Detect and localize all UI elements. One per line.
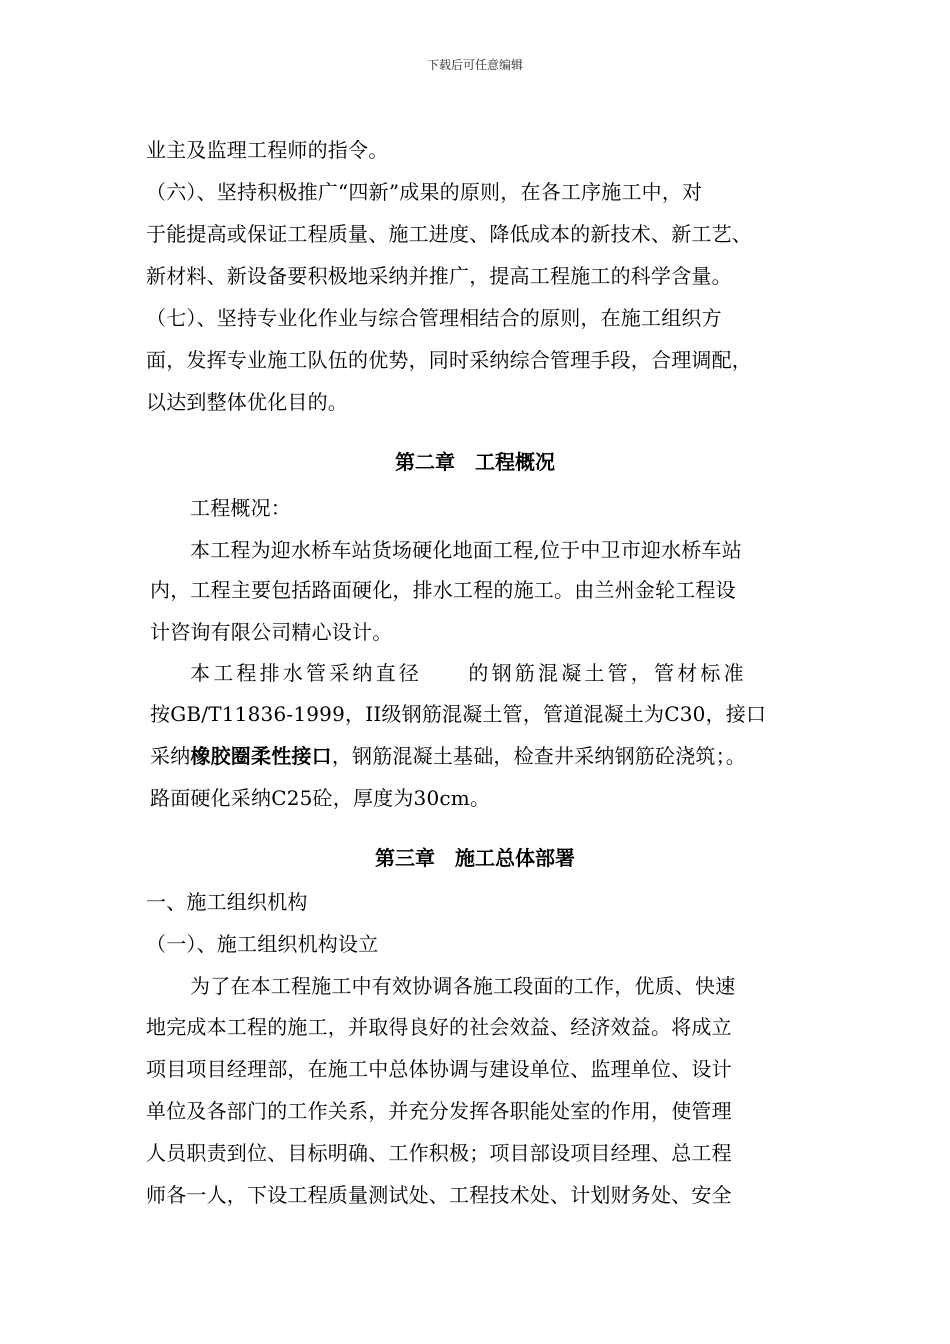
paragraph-line: 工程概况： [190,496,291,520]
page-header-note: 下载后可任意编辑 [426,58,523,72]
paragraph-line: 为了在本工程施工中有效协调各施工段面的工作，优质、快速 [190,974,736,998]
paragraph-line: 项目项目经理部，在施工中总体协调与建设单位、监理单位、设计 [146,1057,732,1081]
paragraph-line: （一）、施工组织机构设立 [146,932,379,956]
paragraph-line: 本工程为迎水桥车站货场硬化地面工程,位于中卫市迎水桥车站 [190,538,742,562]
paragraph-line [150,744,746,768]
line-text: 采纳 [150,744,191,768]
paragraph-line: 业主及监理工程师的指令。 [146,138,389,162]
paragraph-line: 路面硬化采纳C25砼，厚度为30cm。 [150,786,491,810]
chapter-heading: 第三章 施工总体部署 [375,846,575,870]
paragraph-line: 地完成本工程的施工，并取得良好的社会效益、经济效益。将成立 [146,1015,732,1039]
paragraph-line: 师各一人，下设工程质量测试处、工程技术处、计划财务处、安全 [146,1183,732,1207]
paragraph-line: 以达到整体优化目的。 [146,390,348,414]
paragraph-line: 新材料、新设备要积极地采纳并推广，提高工程施工的科学含量。 [146,264,732,288]
paragraph-line: （六）、坚持积极推广“四新”成果的原则，在各工序施工中，对 [146,180,703,204]
paragraph-line: 本工程排水管采纳直径 的钢筋混凝土管，管材标准 [190,661,747,685]
paragraph-line: 计咨询有限公司精心设计。 [150,620,393,644]
paragraph-line: 按GB/T11836-1999，II级钢筋混凝土管，管道混凝土为C30，接口 [150,702,767,726]
paragraph-line: 一、施工组织机构 [146,890,308,914]
paragraph-line: 内，工程主要包括路面硬化，排水工程的施工。由兰州金轮工程设 [150,578,736,602]
paragraph-line: 于能提高或保证工程质量、施工进度、降低成本的新技术、新工艺、 [146,222,752,246]
paragraph-line: 单位及各部门的工作关系，并充分发挥各职能处室的作用，使管理 [146,1099,732,1123]
chapter-heading: 第二章 工程概况 [395,450,555,474]
paragraph-line: 面，发挥专业施工队伍的优势，同时采纳综合管理手段，合理调配， [146,348,752,372]
line-text: ，钢筋混凝土基础，检查井采纳钢筋砼浇筑；。 [331,744,747,768]
paragraph-line: 人员职责到位、目标明确、工作积极；项目部设项目经理、总工程 [146,1141,732,1165]
paragraph-line: （七）、坚持专业化作业与综合管理相结合的原则，在施工组织方 [146,306,722,330]
bold-emphasis-text: 橡胶圈柔性接口 [190,744,332,768]
